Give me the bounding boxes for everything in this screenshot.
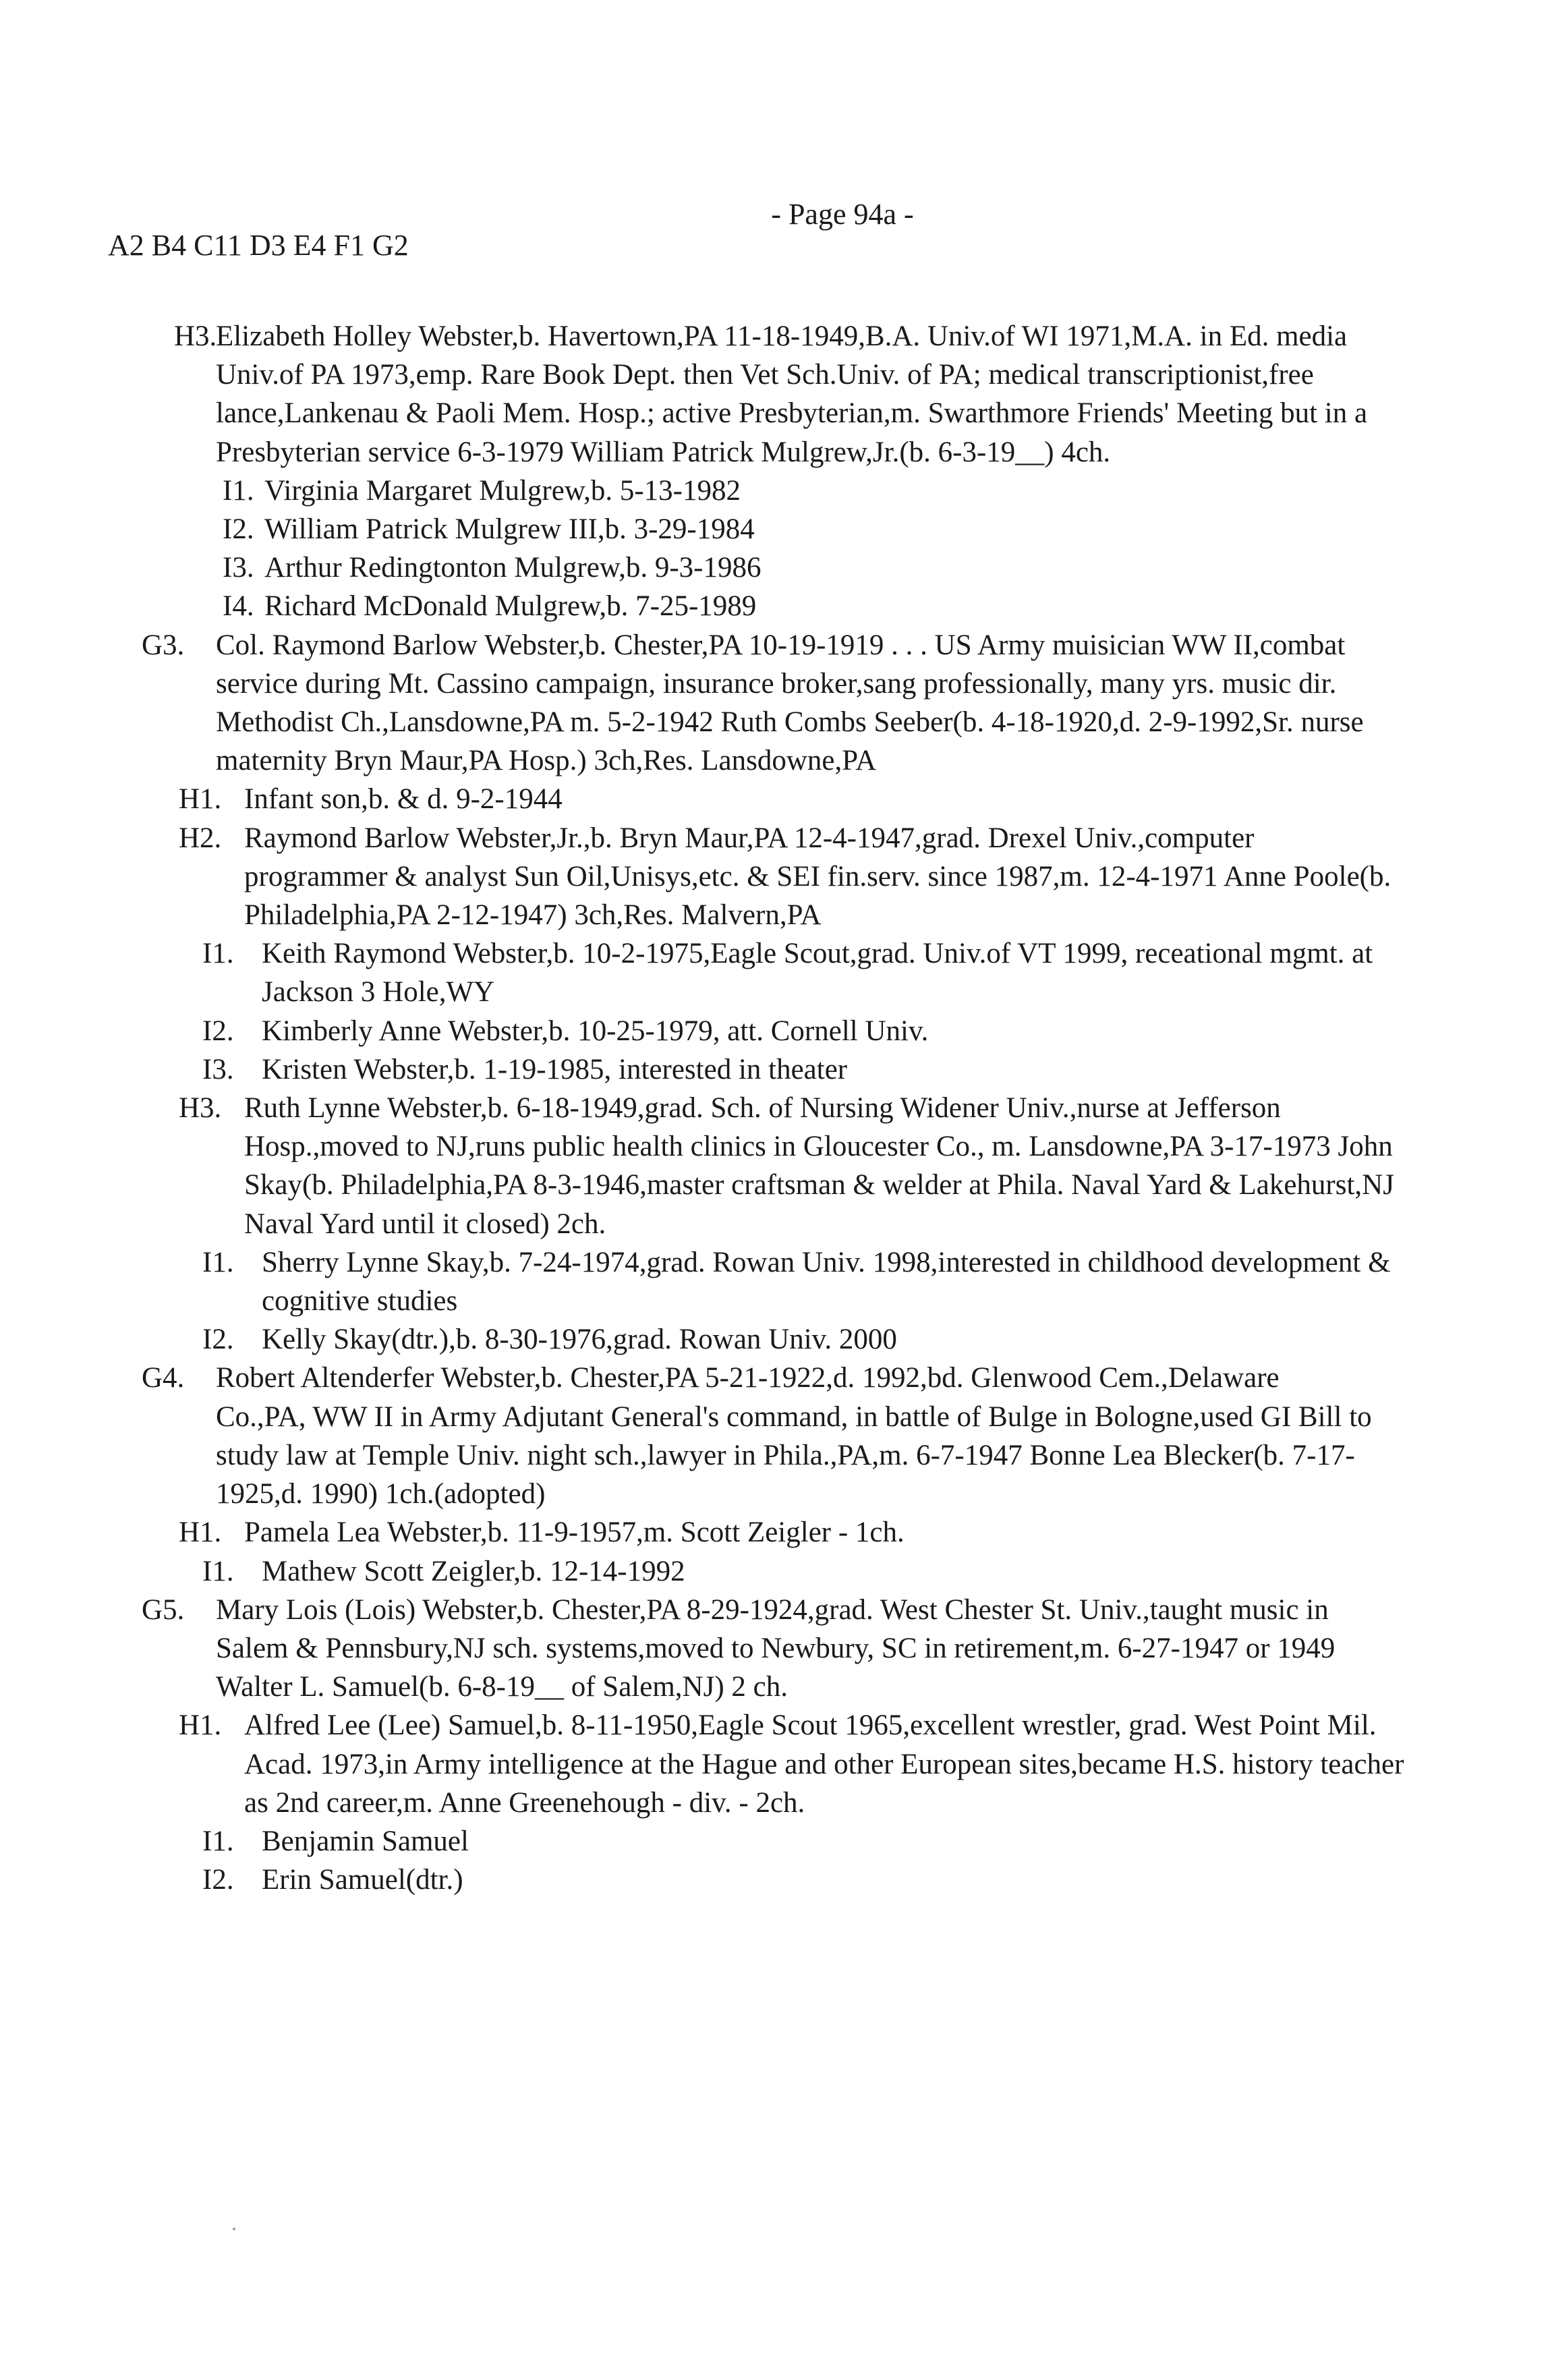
entry-text: Keith Raymond Webster,b. 10-2-1975,Eagle Scout,grad. Univ.of VT 1999, receational mgmt. at Jackson 3 Hole,WY <box>262 938 1373 1009</box>
entry-text: William Patrick Mulgrew III,b. 3-29-1984 <box>264 513 755 546</box>
entry-h1-alfred <box>0 1706 1550 1822</box>
entry-h3-elizabeth <box>0 317 1550 472</box>
entry-label: I2. <box>202 1864 234 1896</box>
entry-h2-raymond-jr <box>0 819 1550 935</box>
entry-text: Richard McDonald Mulgrew,b. 7-25-1989 <box>264 590 757 623</box>
entry-label: H1. <box>179 1709 222 1742</box>
entry-i2-kelly <box>0 1320 1550 1359</box>
entry-text: Alfred Lee (Lee) Samuel,b. 8-11-1950,Eagle Scout 1965,excellent wrestler, grad. West Point Mil. Acad. 1973,in Army intelligence at the Hague and other European sites,became H.S. history teacher as 2nd career,m. Anne Greenehough - div. - 2ch. <box>244 1709 1404 1819</box>
entry-label: I3. <box>223 552 254 584</box>
entry-label: G5. <box>142 1593 185 1626</box>
entry-text: Kimberly Anne Webster,b. 10-25-1979, att. Cornell Univ. <box>262 1015 929 1047</box>
entry-text: Pamela Lea Webster,b. 11-9-1957,m. Scott Zeigler - 1ch. <box>244 1517 905 1549</box>
entry-text: Mathew Scott Zeigler,b. 12-14-1992 <box>262 1555 685 1587</box>
entry-g3-raymond <box>0 626 1550 781</box>
entry-label: G3. <box>142 629 185 661</box>
entry-label: I2. <box>223 513 254 546</box>
entry-i1-mathew <box>0 1552 1550 1591</box>
entry-i1-keith <box>0 934 1550 1011</box>
entry-label: I1. <box>202 1246 234 1278</box>
scan-speck <box>233 2228 235 2230</box>
entry-text: Sherry Lynne Skay,b. 7-24-1974,grad. Rowan Univ. 1998,interested in childhood development & cognitive studies <box>262 1246 1391 1318</box>
entry-i2-william <box>0 510 1550 548</box>
entry-label: I1. <box>202 938 234 970</box>
entry-text: Benjamin Samuel <box>262 1825 469 1857</box>
entry-label: I4. <box>223 590 254 623</box>
entry-text: Robert Altenderfer Webster,b. Chester,PA 5-21-1922,d. 1992,bd. Glenwood Cem.,Delaware Co.,PA, WW II in Army Adjutant General's command, in battle of Bulge in Bologne,used GI Bill to study law at Temple Univ. night sch.,lawyer in Phila.,PA,m. 6-7-1947 Bonne Lea Blecker(b. 7-17-1925,d. 1990) 1ch.(adopted) <box>216 1362 1372 1510</box>
entry-label: I2. <box>202 1015 234 1047</box>
entry-text: Elizabeth Holley Webster,b. Havertown,PA 11-18-1949,B.A. Univ.of WI 1971,M.A. in Ed. media Univ.of PA 1973,emp. Rare Book Dept. then Vet Sch.Univ. of PA; medical transcriptionist,free lance,Lankenau & Paoli Mem. Hosp.; active Presbyterian,m. Swarthmore Friends' Meeting but in a Presbyterian service 6-3-1979 William Patrick Mulgrew,Jr.(b. 6-3-19__) 4ch. <box>216 320 1368 468</box>
entry-label: H1. <box>179 1517 222 1549</box>
entry-g4-robert <box>0 1359 1550 1513</box>
entry-i2-erin <box>0 1861 1550 1899</box>
entry-text: Infant son,b. & d. 9-2-1944 <box>244 783 563 816</box>
entry-text: Virginia Margaret Mulgrew,b. 5-13-1982 <box>264 474 741 507</box>
entry-i1-sherry <box>0 1243 1550 1320</box>
entry-g5-mary <box>0 1591 1550 1707</box>
page-number: - Page 94a - <box>771 198 914 231</box>
entry-label: H3. <box>174 320 217 352</box>
entry-label: G4. <box>142 1362 185 1394</box>
entry-text: Mary Lois (Lois) Webster,b. Chester,PA 8-29-1924,grad. West Chester St. Univ.,taught music in Salem & Pennsbury,NJ sch. systems,moved to Newbury, SC in retirement,m. 6-27-1947 or 1949 Walter L. Samuel(b. 6-8-19__ of Salem,NJ) 2 ch. <box>216 1593 1336 1703</box>
entry-i1-virginia <box>0 472 1550 510</box>
entry-label: I2. <box>202 1324 234 1356</box>
entry-text: Arthur Redingtonton Mulgrew,b. 9-3-1986 <box>264 552 762 584</box>
entry-h1-pamela <box>0 1513 1550 1552</box>
entry-i2-kimberly <box>0 1012 1550 1050</box>
genealogy-entries <box>0 317 1550 1899</box>
generation-code: A2 B4 C11 D3 E4 F1 G2 <box>108 229 409 262</box>
entry-label: I1. <box>202 1555 234 1587</box>
entry-text: Raymond Barlow Webster,Jr.,b. Bryn Maur,PA 12-4-1947,grad. Drexel Univ.,computer programmer & analyst Sun Oil,Unisys,etc. & SEI fin.serv. since 1987,m. 12-4-1971 Anne Poole(b. Philadelphia,PA 2-12-1947) 3ch,Res. Malvern,PA <box>244 822 1391 932</box>
entry-h3-ruth <box>0 1089 1550 1243</box>
entry-label: H3. <box>179 1092 222 1125</box>
entry-i4-richard <box>0 587 1550 625</box>
entry-i3-arthur <box>0 548 1550 587</box>
entry-h1-infant <box>0 780 1550 818</box>
entry-label: H1. <box>179 783 222 816</box>
entry-text: Ruth Lynne Webster,b. 6-18-1949,grad. Sch. of Nursing Widener Univ.,nurse at Jefferson Hosp.,moved to NJ,runs public health clinics in Gloucester Co., m. Lansdowne,PA 3-17-1973 John Skay(b. Philadelphia,PA 8-3-1946,master craftsman & welder at Phila. Naval Yard & Lakehurst,NJ Naval Yard until it closed) 2ch. <box>244 1092 1394 1240</box>
entry-text: Kristen Webster,b. 1-19-1985, interested in theater <box>262 1053 848 1085</box>
entry-i3-kristen <box>0 1050 1550 1089</box>
entry-i1-benjamin <box>0 1822 1550 1861</box>
entry-label: I1. <box>223 474 254 507</box>
entry-text: Erin Samuel(dtr.) <box>262 1864 463 1896</box>
entry-label: H2. <box>179 822 222 854</box>
entry-text: Kelly Skay(dtr.),b. 8-30-1976,grad. Rowan Univ. 2000 <box>262 1324 897 1356</box>
entry-label: I3. <box>202 1053 234 1085</box>
entry-label: I1. <box>202 1825 234 1857</box>
entry-text: Col. Raymond Barlow Webster,b. Chester,PA 10-19-1919 . . . US Army muisician WW II,combat service during Mt. Cassino campaign, insurance broker,sang professionally, many yrs. music dir. Methodist Ch.,Lansdowne,PA m. 5-2-1942 Ruth Combs Seeber(b. 4-18-1920,d. 2-9-1992,Sr. nurse maternity Bryn Maur,PA Hosp.) 3ch,Res. Lansdowne,PA <box>216 629 1364 777</box>
